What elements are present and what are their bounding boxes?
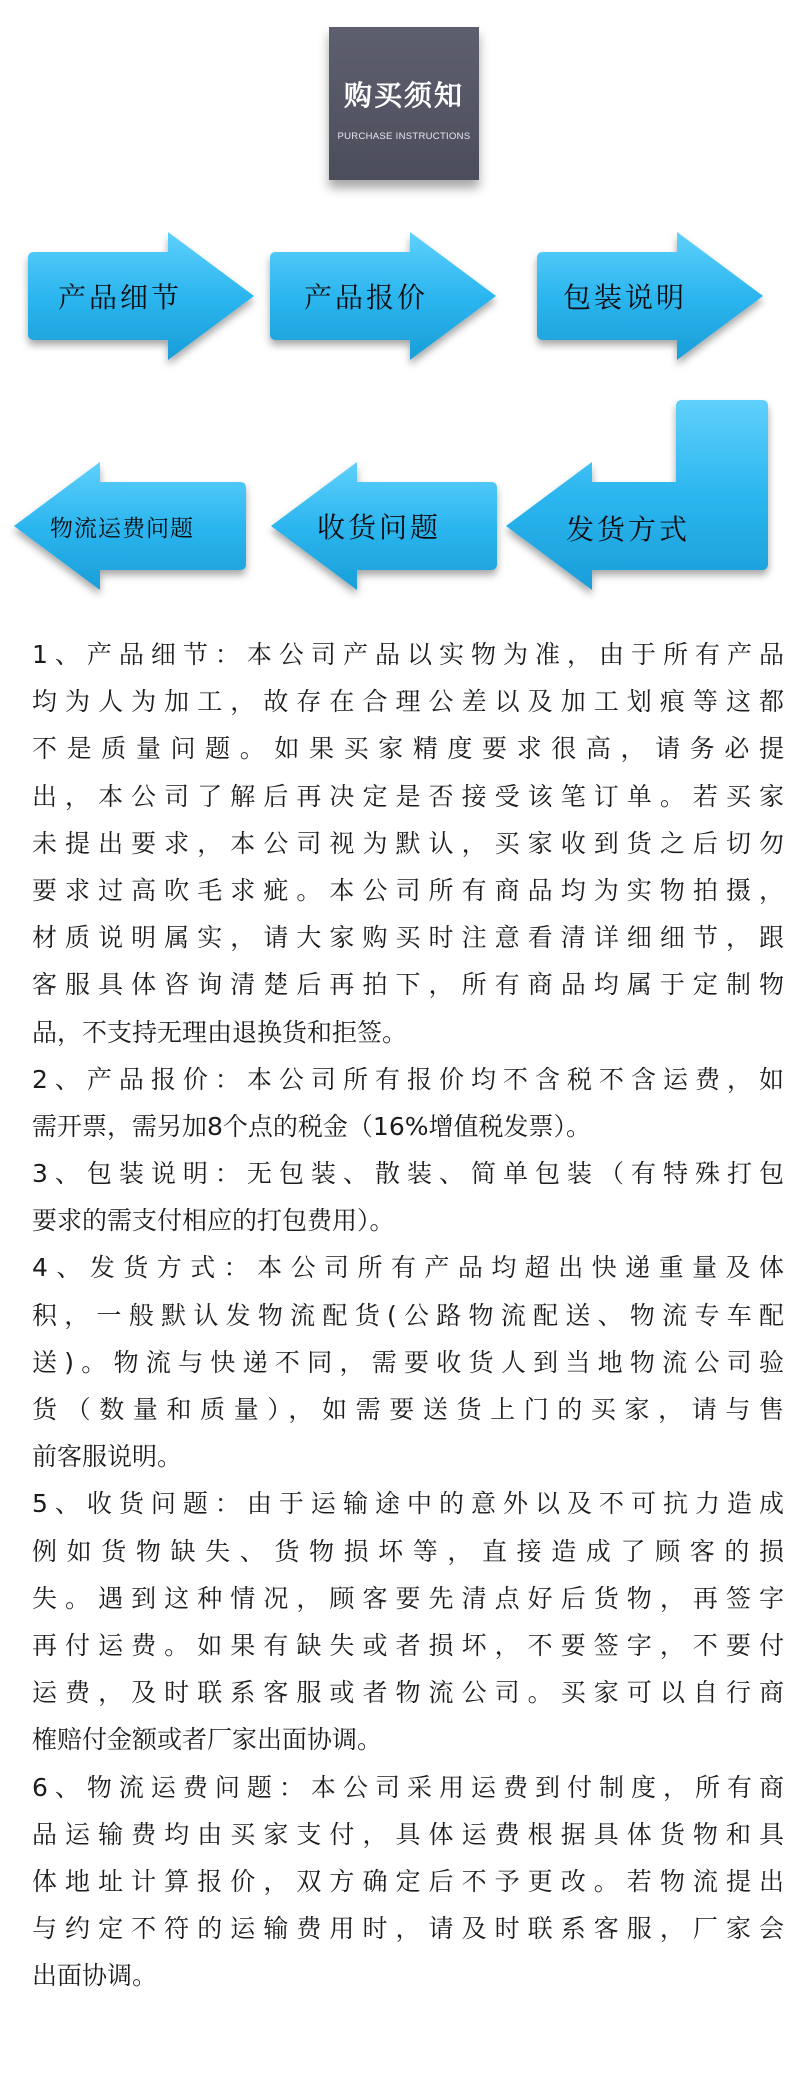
section-product-quote: [32, 1056, 784, 1150]
nav-label-delivery-method: 发货方式: [566, 513, 691, 546]
section-product-details: [32, 631, 784, 1056]
text-line: 品，不支持无理由退换货和拒签。: [32, 1017, 408, 1047]
text-line: 不是质量问题。如果买家精度要求很高，请务必提: [32, 734, 784, 764]
nav-arrow-shipping-fee[interactable]: [8, 458, 246, 593]
text-line: 要求过高吹毛求疵。本公司所有商品均为实物拍摄，: [32, 875, 784, 905]
text-line: 榷赔付金额或者厂家出面协调。: [32, 1725, 383, 1755]
text-line: 5、收货问题：由于运输途中的意外以及不可抗力造成: [32, 1489, 784, 1519]
text-line: 货（数量和质量），如需要送货上门的买家，请与售: [32, 1395, 784, 1424]
nav-arrow-receiving[interactable]: [265, 458, 497, 593]
nav-arrow-product-details[interactable]: [28, 228, 263, 363]
text-line: 再付运费。如果有缺失或者损坏，不要签字，不要付: [32, 1630, 784, 1660]
text-line: 6、物流运费问题：本公司采用运费到付制度，所有商: [32, 1772, 784, 1802]
text-line: 客服具体咨询清楚后再拍下，所有商品均属于定制物: [32, 970, 784, 1000]
text-line: 出面协调。: [32, 1961, 158, 1991]
section-packaging: [32, 1150, 784, 1244]
text-line: 品运输费均由买家支付，具体运费根据具体货物和具: [32, 1819, 784, 1849]
text-line: 体地址计算报价，双方确定后不予更改。若物流提出: [32, 1866, 784, 1896]
nav-arrow-product-quote[interactable]: [270, 228, 505, 363]
nav-label-product-quote: 产品报价: [304, 281, 429, 314]
section-shipping-fee: [32, 1764, 784, 2000]
text-line: 与约定不符的运输费用时，请及时联系客服，厂家会: [32, 1914, 784, 1944]
nav-arrow-packaging[interactable]: [537, 228, 772, 363]
section-receiving: [32, 1480, 784, 1763]
purchase-notes: [32, 631, 784, 1999]
elbow-left-arrow-icon: [500, 400, 775, 600]
text-line: 2、产品报价：本公司所有报价均不含税不含运费，如: [32, 1064, 784, 1094]
text-line: 运费，及时联系客服或者物流公司。买家可以自行商: [32, 1678, 784, 1708]
text-line: 1、产品细节：本公司产品以实物为准，由于所有产品: [32, 640, 784, 669]
nav-label-shipping-fee: 物流运费问题: [50, 516, 194, 542]
text-line: 均为人为加工，故存在合理公差以及加工划痕等这都: [32, 687, 784, 717]
text-line: 前客服说明。: [32, 1442, 183, 1472]
section-delivery-method: [32, 1244, 784, 1480]
nav-label-receiving: 收货问题: [317, 511, 442, 544]
text-line: 未提出要求，本公司视为默认，买家收到货之后切勿: [32, 828, 784, 858]
page-subtitle: PURCHASE INSTRUCTIONS: [337, 131, 471, 142]
text-line: 材质说明属实，请大家购买时注意看清详细细节，跟: [32, 923, 784, 953]
text-line: 需开票，需另加8个点的税金（16%增值税发票）。: [32, 1111, 591, 1141]
nav-arrow-delivery-method[interactable]: [500, 400, 775, 600]
text-line: 例如货物缺失、货物损坏等，直接造成了顾客的损: [32, 1536, 784, 1566]
page-title: 购买须知: [343, 79, 464, 112]
text-line: 送)。物流与快递不同，需要收货人到当地物流公司验: [32, 1347, 784, 1377]
text-line: 出，本公司了解后再决定是否接受该笔订单。若买家: [32, 781, 784, 811]
text-line: 要求的需支付相应的打包费用）。: [32, 1206, 395, 1236]
nav-label-product-details: 产品细节: [58, 281, 183, 314]
text-line: 积，一般默认发物流配货(公路物流配送、物流专车配: [32, 1300, 784, 1330]
text-line: 4、发货方式：本公司所有产品均超出快递重量及体: [32, 1253, 784, 1283]
text-line: 3、包装说明：无包装、散装、简单包装（有特殊打包: [32, 1159, 784, 1189]
nav-label-packaging: 包装说明: [563, 281, 688, 314]
purchase-instructions-header: [329, 27, 479, 180]
text-line: 失。遇到这种情况，顾客要先清点好后货物，再签字: [32, 1583, 784, 1613]
